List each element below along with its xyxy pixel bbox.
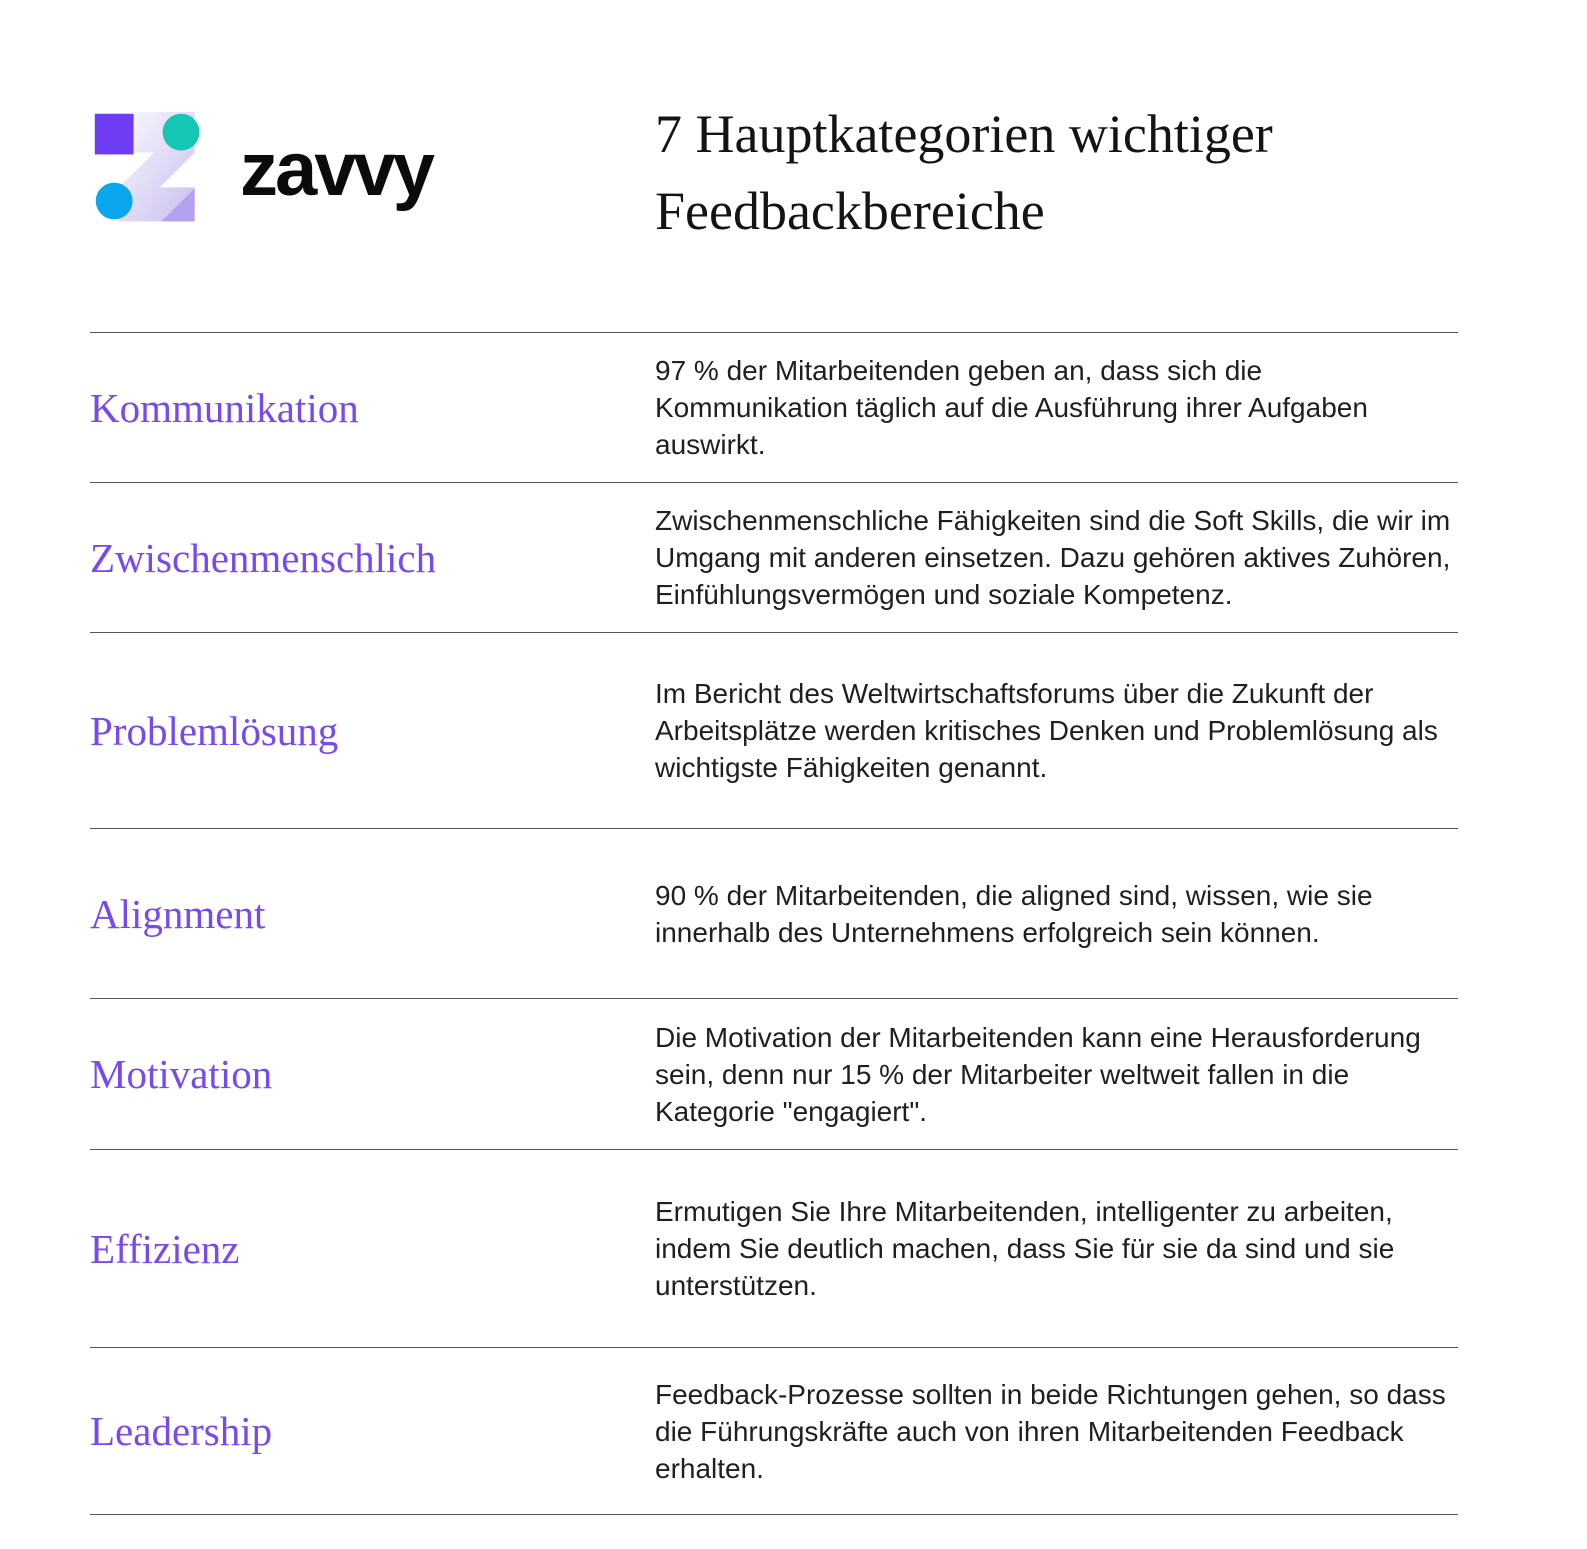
zavvy-logo-icon <box>88 106 214 232</box>
brand-header <box>88 106 432 232</box>
page-title: 7 Hauptkategorien wichtiger Feedbackbereiche <box>655 104 1273 241</box>
logo-teal-circle <box>163 114 200 151</box>
category-description: Zwischenmenschliche Fähigkeiten sind die Soft Skills, die wir im Umgang mit anderen einsetzen. Dazu gehören aktives Zuhören, Einfühlungsvermögen und soziale Kompetenz. <box>655 505 1451 610</box>
category-label: Kommunikation <box>90 384 359 431</box>
category-description: Ermutigen Sie Ihre Mitarbeitenden, intelligenter zu arbeiten, indem Sie deutlich machen, dass Sie für sie da sind und sie unterstützen. <box>655 1196 1395 1301</box>
category-description: Die Motivation der Mitarbeitenden kann eine Herausforderung sein, denn nur 15 % der Mitarbeiter weltweit fallen in die Kategorie "engagiert". <box>655 1021 1421 1127</box>
table-row <box>90 998 1458 1149</box>
feedback-categories-table <box>90 332 1458 1515</box>
category-label: Zwischenmenschlich <box>90 534 437 581</box>
category-description: Im Bericht des Weltwirtschaftsforums über die Zukunft der Arbeitsplätze werden kritisches Denken und Problemlösung als wichtigste Fähigkeiten genannt. <box>655 678 1438 783</box>
category-description: 97 % der Mitarbeitenden geben an, dass sich die Kommunikation täglich auf die Ausführung ihrer Aufgaben auswirkt. <box>655 355 1368 460</box>
category-description: Feedback-Prozesse sollten in beide Richtungen gehen, so dass die Führungskräfte auch von ihren Mitarbeitenden Feedback erhalten. <box>655 1378 1446 1484</box>
category-label: Alignment <box>90 890 266 937</box>
table-row <box>90 632 1458 828</box>
table-row <box>90 1149 1458 1347</box>
category-label: Effizienz <box>90 1225 240 1272</box>
table-row <box>90 828 1458 998</box>
logo-blue-circle <box>96 183 133 220</box>
category-label: Leadership <box>90 1408 273 1454</box>
table-row <box>90 482 1458 632</box>
brand-wordmark: zavvy <box>240 126 433 212</box>
table-row <box>90 332 1458 482</box>
category-label: Motivation <box>90 1051 273 1097</box>
category-label: Problemlösung <box>90 707 339 754</box>
logo-square <box>95 114 134 155</box>
table-row <box>90 1347 1458 1515</box>
category-description: 90 % der Mitarbeitenden, die aligned sind, wissen, wie sie innerhalb des Unternehmens erfolgreich sein können. <box>655 879 1373 948</box>
